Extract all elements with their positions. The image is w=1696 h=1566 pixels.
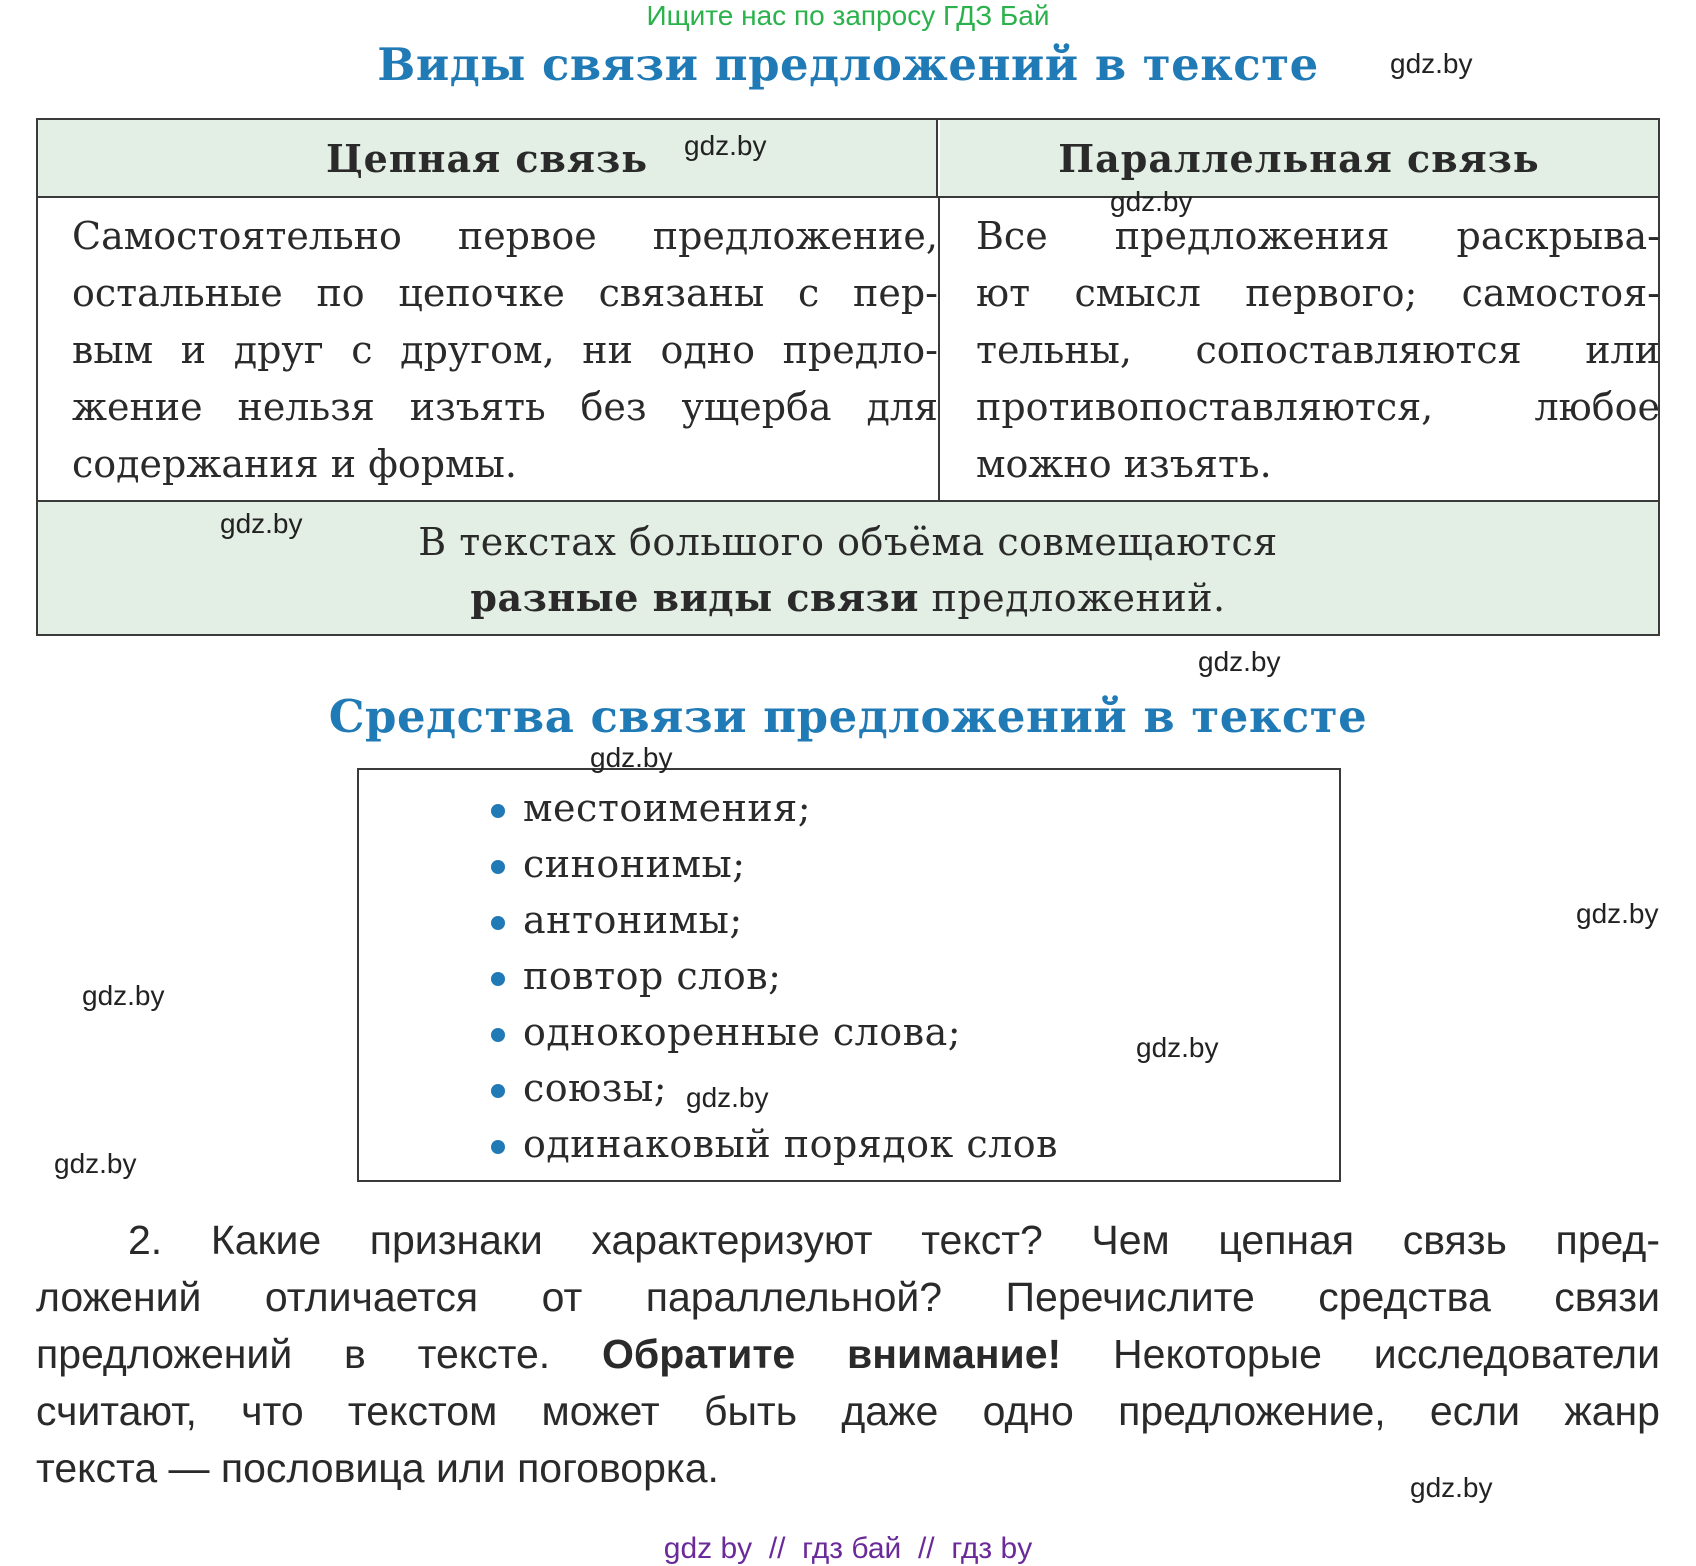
heading-means: Средства связи предложений в тексте xyxy=(328,690,1368,743)
watermark: gdz.by xyxy=(684,130,767,161)
question-line: 2. Какие признаки характеризуют текст? Чем цепная связь пред- xyxy=(128,1217,1660,1263)
watermark: gdz.by xyxy=(54,1148,137,1179)
header-parallel: Параллельная связь xyxy=(940,120,1658,196)
list-item xyxy=(491,780,1058,836)
parallel-line: Все предложения раскрыва- xyxy=(976,214,1660,258)
watermark: gdz.by xyxy=(590,742,673,773)
list-item-text: повтор слов; xyxy=(523,954,782,998)
watermark: gdz.by xyxy=(1198,646,1281,677)
watermark: gdz.by xyxy=(1110,186,1193,217)
bullet-icon xyxy=(491,1084,505,1098)
list-item-text: местоимения; xyxy=(523,786,812,830)
bullet-icon xyxy=(491,860,505,874)
parallel-line: тельны, сопоставляются или xyxy=(976,328,1660,372)
note-rest: предложений. xyxy=(918,576,1226,620)
question-line: текста — пословица или поговорка. xyxy=(36,1445,719,1491)
note-line: В текстах большого объёма совмещаются xyxy=(418,520,1278,564)
question-text: предложений в тексте. xyxy=(36,1331,602,1377)
question-line: считают, что текстом может быть даже одно предложение, если жанр xyxy=(36,1388,1660,1434)
watermark: gdz.by xyxy=(1410,1472,1493,1503)
question-text: Некоторые исследователи xyxy=(1061,1331,1661,1377)
header-chain: Цепная связь xyxy=(38,120,938,196)
search-note: Ищите нас по запросу ГДЗ Бай xyxy=(646,0,1050,31)
question-line xyxy=(36,1326,1660,1383)
parallel-line: можно изъять. xyxy=(976,442,1272,486)
chain-line: вым и друг с другом, ни одно предло- xyxy=(72,328,938,372)
list-item xyxy=(491,1004,1058,1060)
types-table xyxy=(36,118,1660,636)
chain-line: содержания и формы. xyxy=(72,442,517,486)
question-paragraph xyxy=(36,1212,1660,1497)
parallel-description xyxy=(976,198,1660,498)
watermark: gdz.by xyxy=(1576,898,1659,929)
list-item-text: однокоренные слова; xyxy=(523,1010,962,1054)
list-item-text: антонимы; xyxy=(523,898,743,942)
chain-line: Самостоятельно первое предложение, xyxy=(72,214,938,258)
note-line xyxy=(38,570,1658,626)
column-divider xyxy=(938,196,940,500)
heading-types: Виды связи предложений в тексте xyxy=(377,38,1319,91)
list-item xyxy=(491,1116,1058,1172)
watermark: gdz.by xyxy=(82,980,165,1011)
list-item xyxy=(491,892,1058,948)
list-item xyxy=(491,1060,1058,1116)
list-item-text: синонимы; xyxy=(523,842,746,886)
chain-line: жение нельзя изъять без ущерба для xyxy=(72,385,938,429)
watermark: gdz.by xyxy=(1136,1032,1219,1063)
means-list xyxy=(491,780,1058,1172)
means-box xyxy=(357,768,1341,1182)
bullet-icon xyxy=(491,804,505,818)
question-line: ложений отличается от параллельной? Перечислите средства связи xyxy=(36,1274,1660,1320)
bullet-icon xyxy=(491,1140,505,1154)
parallel-line: противопоставляются, любое xyxy=(976,385,1660,429)
watermark: gdz.by xyxy=(686,1082,769,1113)
watermark: gdz.by xyxy=(220,508,303,539)
list-item xyxy=(491,948,1058,1004)
chain-description xyxy=(72,198,938,498)
list-item xyxy=(491,836,1058,892)
watermark: gdz.by xyxy=(1390,48,1473,79)
chain-line: остальные по цепочке связаны с пер- xyxy=(72,271,938,315)
bullet-icon xyxy=(491,916,505,930)
bullet-icon xyxy=(491,1028,505,1042)
footer-links: gdz by // гдз бай // гдз by xyxy=(663,1532,1033,1565)
note-bold: разные виды связи xyxy=(470,575,919,620)
list-item-text: союзы; xyxy=(523,1066,668,1110)
parallel-line: ют смысл первого; самостоя- xyxy=(976,271,1660,315)
attention-note: Обратите внимание! xyxy=(601,1331,1062,1377)
list-item-text: одинаковый порядок слов xyxy=(523,1122,1059,1166)
bullet-icon xyxy=(491,972,505,986)
